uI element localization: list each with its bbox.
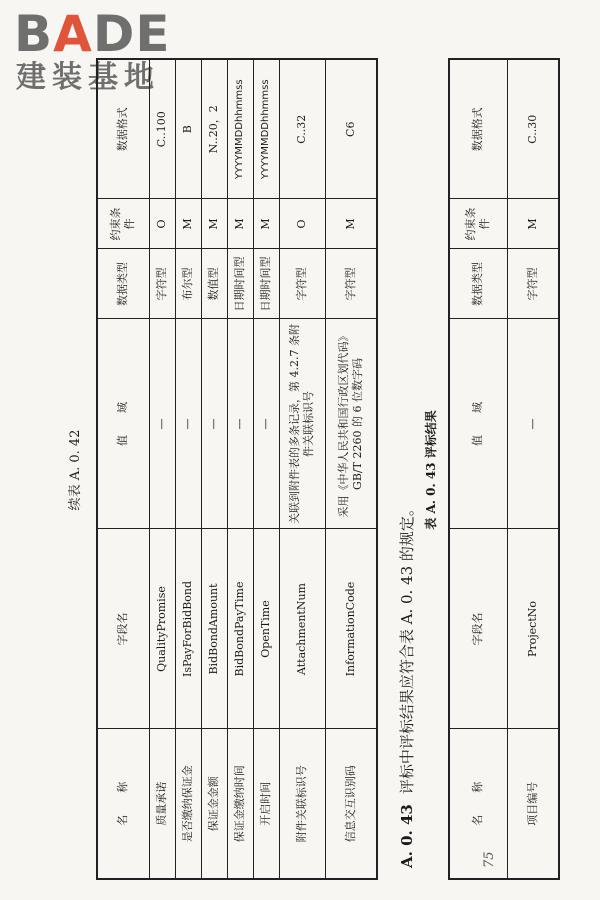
cell-name: 保证金缴纳时间 [227,729,253,879]
cell-constraint: O [149,199,175,249]
cell-name: 是否缴纳保证金 [175,729,201,879]
cell-domain: — [253,319,279,529]
section-heading [396,501,417,868]
section-number: A. 0. 43 [398,804,416,868]
cell-domain: — [507,319,559,529]
header-format: 数据格式 [449,59,507,199]
cell-domain: — [175,319,201,529]
rotated-page [58,60,578,880]
table-caption: 表 A. 0. 43 评标结果 [424,410,438,530]
cell-field: BidBondPayTime [227,529,253,729]
cell-constraint: M [201,199,227,249]
logo-subtitle: 建装基地 [16,60,160,95]
cell-field: QualityPromise [149,529,175,729]
cell-constraint: M [227,199,253,249]
cell-domain: — [201,319,227,529]
cell-type: 字符型 [325,249,377,319]
cell-constraint: O [279,199,325,249]
cell-field: InformationCode [325,529,377,729]
table-row [149,59,175,879]
cell-constraint: M [175,199,201,249]
header-domain: 值 域 [449,319,507,529]
table-row [227,59,253,879]
cell-domain: — [149,319,175,529]
cell-name: 质量承诺 [149,729,175,879]
cell-name: 信息交互识别码 [325,729,377,879]
continued-table-caption: 续表 A. 0. 42 [68,429,83,511]
cell-constraint: M [325,199,377,249]
header-format: 数据格式 [97,59,149,199]
header-name: 名 称 [449,729,507,879]
cell-field: OpenTime [253,529,279,729]
header-field: 字段名 [97,529,149,729]
cell-format: C..100 [149,59,175,199]
section-text: 评标中评标结果应符合表 A. 0. 43 的规定。 [398,501,416,795]
cell-format: YYYYMMDDhhmmss [253,59,279,199]
cell-type: 日期时间型 [227,249,253,319]
cell-type: 布尔型 [175,249,201,319]
cell-name: 附件关联标识号 [279,729,325,879]
header-name: 名 称 [97,729,149,879]
cell-type: 字符型 [149,249,175,319]
header-type: 数据类型 [449,249,507,319]
header-constraint: 约束条件 [97,199,149,249]
header-constraint: 约束条件 [449,199,507,249]
table-row [175,59,201,879]
cell-name: 项目编号 [507,729,559,879]
table-row [279,59,325,879]
header-type: 数据类型 [97,249,149,319]
cell-format: C6 [325,59,377,199]
cell-type: 数值型 [201,249,227,319]
page-number: 75 [482,851,497,868]
cell-constraint: M [507,199,559,249]
cell-format: C..30 [507,59,559,199]
cell-type: 字符型 [507,249,559,319]
cell-domain: 关联到附件表的多条记录，第 4.2.7 条附件关联标识号 [279,319,325,529]
table-row [507,59,559,879]
cell-field: IsPayForBidBond [175,529,201,729]
cell-field: BidBondAmount [201,529,227,729]
cell-domain: — [227,319,253,529]
cell-name: 开启时间 [253,729,279,879]
logo-wordmark: BADE [14,5,171,63]
table-a-0-42-continued [96,58,378,880]
cell-format: B [175,59,201,199]
table-row [253,59,279,879]
cell-format: N..20，2 [201,59,227,199]
cell-constraint: M [253,199,279,249]
table-a-0-43 [448,58,560,880]
cell-domain: 采用《中华人民共和国行政区划代码》GB/T 2260 的 6 位数字码 [325,319,377,529]
cell-name: 保证金金额 [201,729,227,879]
cell-format: YYYYMMDDhhmmss [227,59,253,199]
cell-field: ProjectNo [507,529,559,729]
cell-type: 日期时间型 [253,249,279,319]
cell-field: AttachmentNum [279,529,325,729]
header-domain: 值 域 [97,319,149,529]
cell-type: 字符型 [279,249,325,319]
cell-format: C..32 [279,59,325,199]
header-field: 字段名 [449,529,507,729]
table-row [325,59,377,879]
table-row [201,59,227,879]
